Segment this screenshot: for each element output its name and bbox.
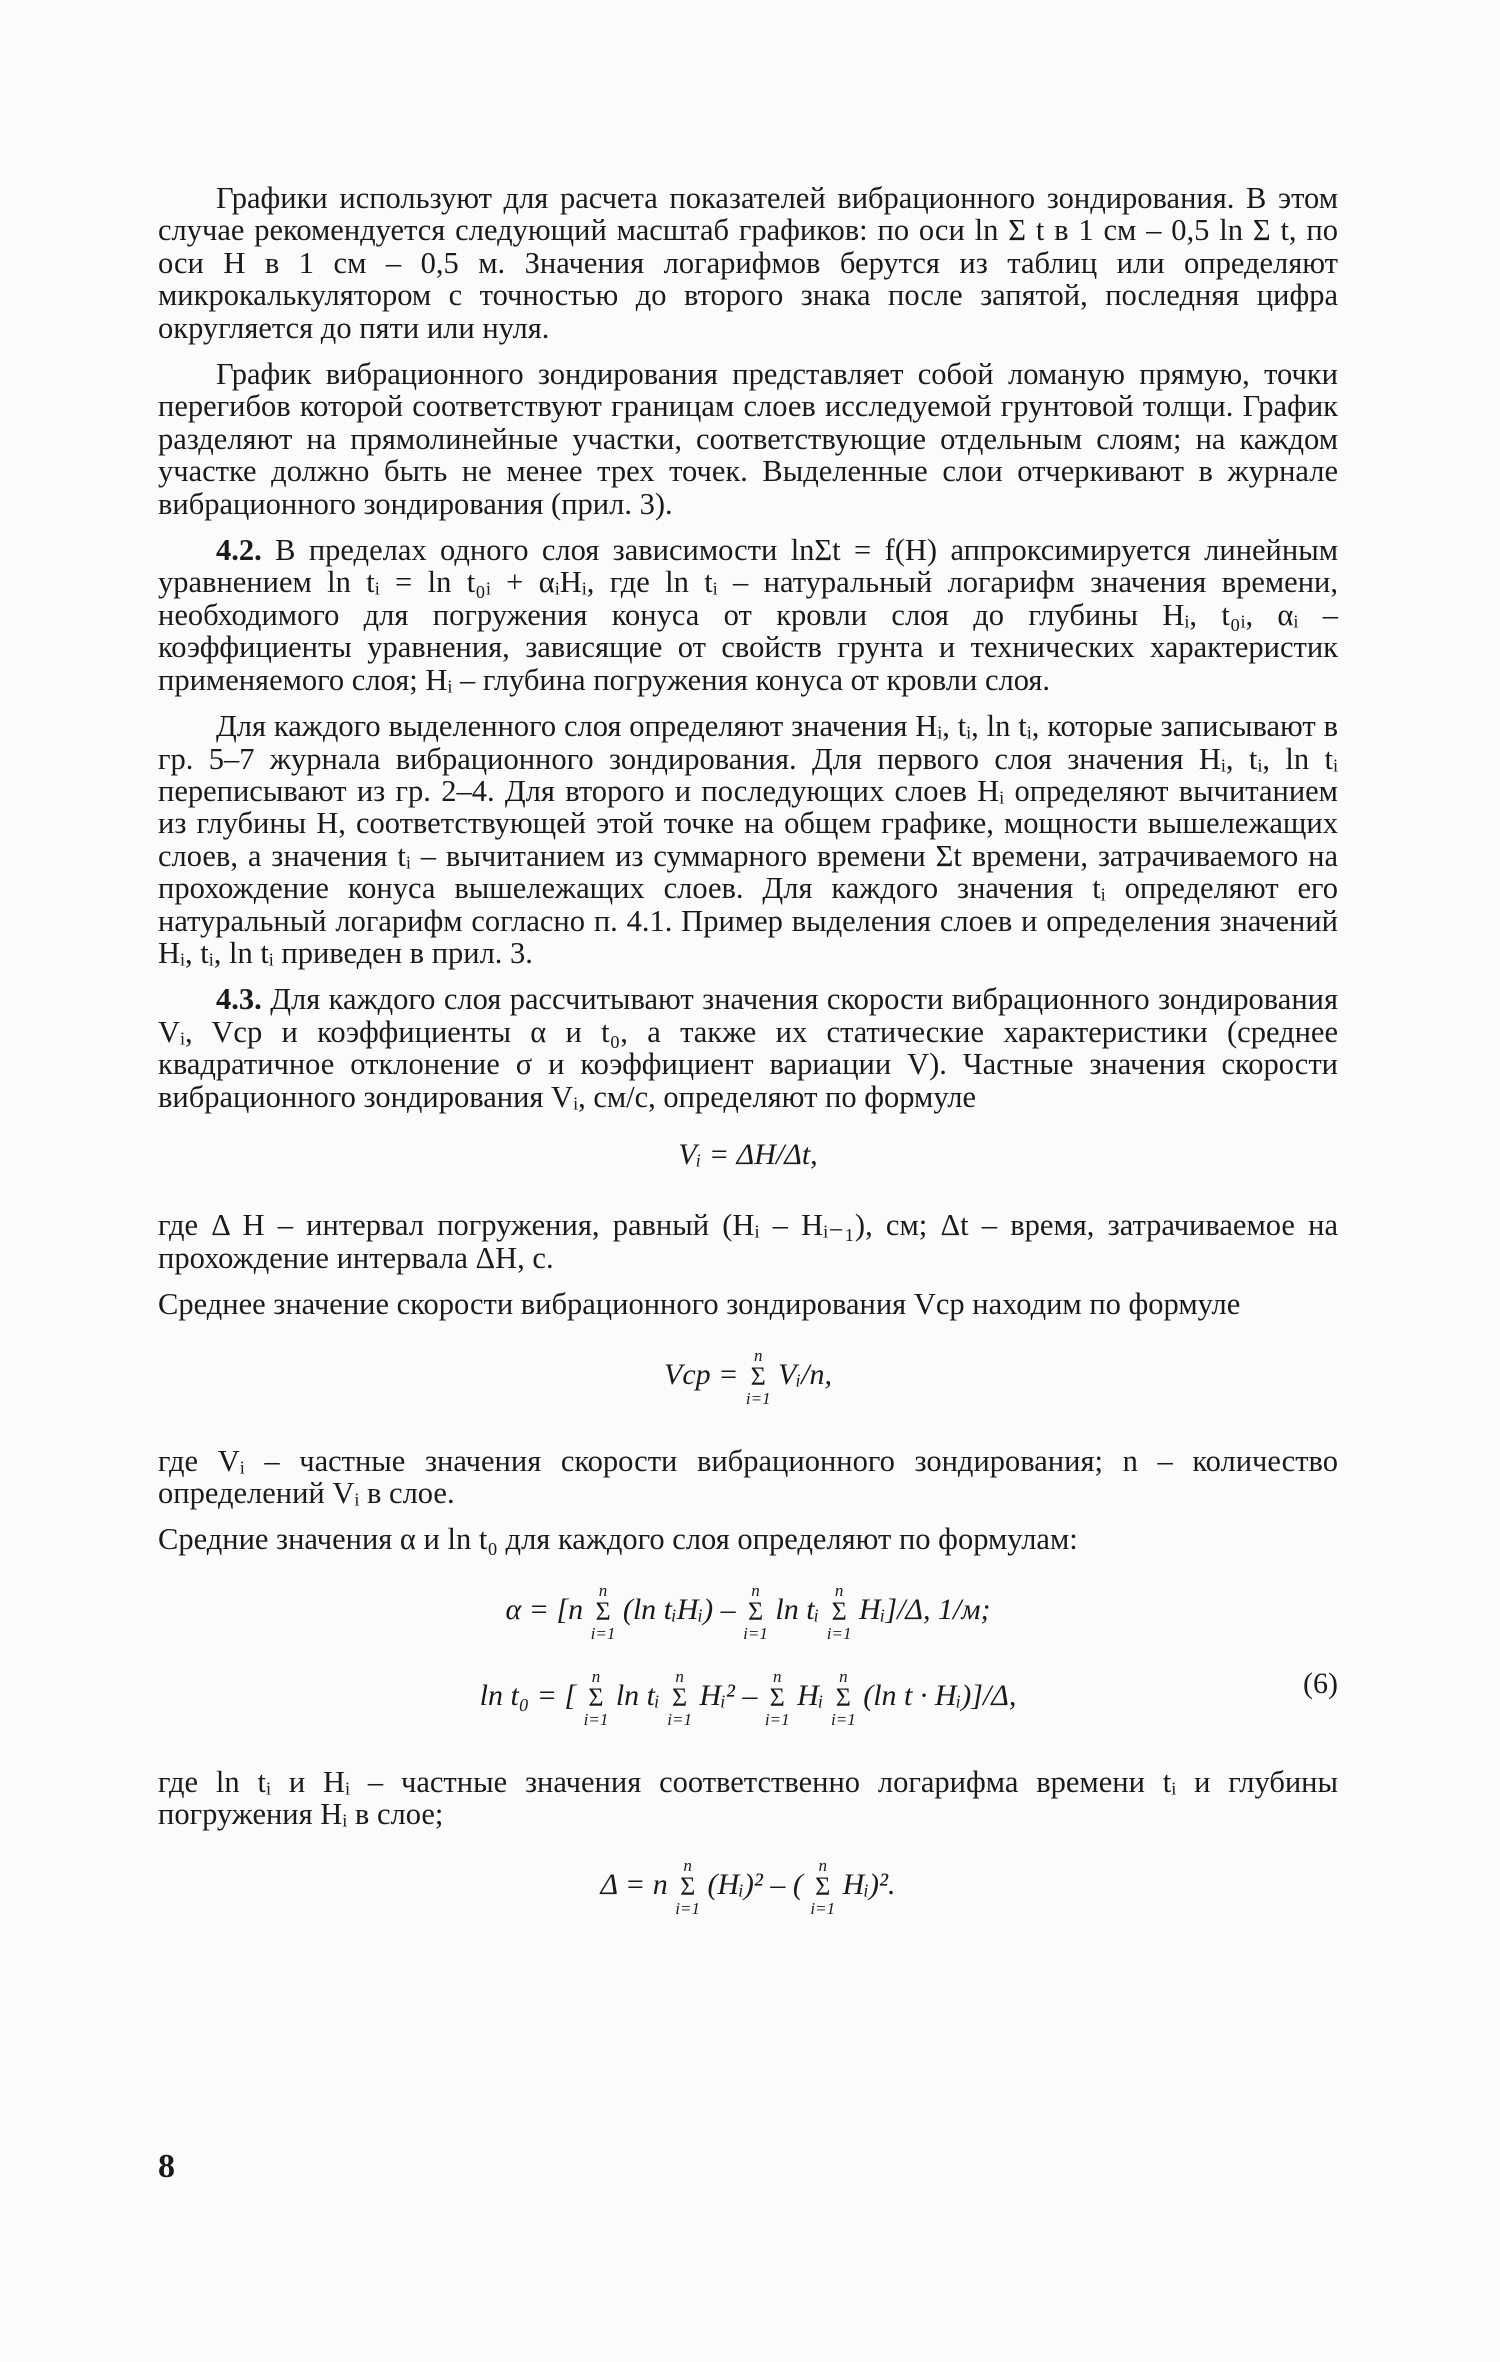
- equation-number: (6): [1303, 1666, 1338, 1700]
- sum-lower-limit: i=1: [590, 1623, 616, 1643]
- paragraph-layer-values: Для каждого выделенного слоя определяют значения Hᵢ, tᵢ, ln tᵢ, которые записывают в гр. 5–7 журнала вибрационного зондирования. Для первого слоя значения Hᵢ, tᵢ, ln tᵢ переписывают из гр. 2–4. Для второго и последующих слоев Hᵢ определяют вычитанием из глубины H, соответствующей этой точке на общем графике, мощности вышележащих слоев, а значения tᵢ – вычитанием из суммарного времени Σt времени, затрачиваемого на прохождение конуса вышележащих слоев. Для каждого значения tᵢ определяют его натуральный логарифм согласно п. 4.1. Пример выделения слоев и определения значений Hᵢ, tᵢ, ln tᵢ приведен в прил. 3.: [158, 709, 1338, 970]
- paragraph-4-2: [158, 534, 1338, 696]
- paragraph-graphs-usage: Графики используют для расчета показателей вибрационного зондирования. В этом случае рекомендуется следующий масштаб графиков: по оси ln Σ t в 1 см – 0,5 ln Σ t, по оси H в 1 см – 0,5 м. Значения логарифмов берутся из таблиц или определяют микрокалькулятором с точностью до второго знака после запятой, последняя цифра округляется до пяти или нуля.: [158, 181, 1338, 345]
- sum-upper-limit: n: [675, 1666, 684, 1686]
- sigma-sign: Σ: [588, 1682, 604, 1712]
- summation-symbol: [827, 1582, 852, 1642]
- sum-lower-limit: i=1: [831, 1709, 856, 1729]
- paragraph-mean-velocity: Среднее значение скорости вибрационного зондирования Vср находим по формуле: [158, 1287, 1241, 1322]
- formula-delta-part-2: (Hᵢ)² – (: [707, 1867, 803, 1901]
- sum-lower-limit: i=1: [743, 1623, 768, 1643]
- sum-lower-limit: i=1: [826, 1623, 852, 1643]
- sum-lower-limit: i=1: [675, 1898, 700, 1918]
- sum-upper-limit: n: [598, 1580, 608, 1600]
- sum-upper-limit: n: [591, 1666, 601, 1686]
- summation-symbol: [743, 1582, 768, 1642]
- sum-lower-limit: i=1: [667, 1709, 692, 1729]
- summation-symbol: [667, 1668, 692, 1728]
- sum-lower-limit: i=1: [583, 1709, 609, 1729]
- sigma-sign: Σ: [680, 1871, 696, 1901]
- sum-upper-limit: n: [683, 1855, 692, 1875]
- sum-upper-limit: n: [818, 1855, 827, 1875]
- sigma-sign: Σ: [831, 1596, 847, 1626]
- formula-ln-t0: [158, 1668, 1338, 1728]
- formula-alpha: [158, 1582, 1338, 1642]
- sigma-sign: Σ: [750, 1361, 766, 1391]
- sum-lower-limit: i=1: [745, 1388, 771, 1408]
- formula-alpha-part-4: Hᵢ]/Δ, 1/м;: [859, 1592, 991, 1626]
- summation-symbol: [765, 1668, 790, 1728]
- summation-symbol: [831, 1668, 856, 1728]
- formula-ln-t0-part-3: Hᵢ² –: [699, 1678, 758, 1712]
- page-number: 8: [158, 2148, 175, 2185]
- formula-ln-t0-part-2: ln tᵢ: [615, 1678, 660, 1712]
- sigma-sign: Σ: [769, 1682, 785, 1712]
- section-number-4-3: 4.3.: [216, 982, 262, 1017]
- paragraph-delta-h: где Δ H – интервал погружения, равный (Hᵢ – Hᵢ₋₁), см; Δt – время, затрачиваемое на прохождение интервала ΔH, с.: [158, 1208, 1338, 1275]
- sigma-sign: Σ: [835, 1682, 851, 1712]
- sum-upper-limit: n: [753, 1345, 763, 1365]
- sum-lower-limit: i=1: [810, 1898, 836, 1918]
- sigma-sign: Σ: [595, 1596, 611, 1626]
- section-number-4-2: 4.2.: [216, 533, 262, 568]
- formula-velocity: Vᵢ = ΔH/Δt,: [678, 1137, 818, 1171]
- formula-alpha-part-1: α = [n: [505, 1592, 584, 1626]
- formula-mean-velocity-rhs: Vᵢ/n,: [778, 1357, 832, 1391]
- sigma-sign: Σ: [815, 1871, 831, 1901]
- sigma-sign: Σ: [747, 1596, 764, 1626]
- body-text: [158, 182, 1338, 1955]
- paragraph-ln-ti-definition: где ln tᵢ и Hᵢ – частные значения соответственно логарифма времени tᵢ и глубины погружения Hᵢ в слое;: [158, 1764, 1338, 1832]
- summation-symbol: [810, 1857, 835, 1917]
- formula-mean-velocity-lhs: Vср =: [664, 1357, 739, 1391]
- sum-upper-limit: n: [751, 1580, 760, 1600]
- sum-lower-limit: i=1: [764, 1709, 790, 1729]
- formula-delta-part-3: Hᵢ)².: [842, 1867, 896, 1901]
- formula-ln-t0-part-1: ln t₀ = [: [479, 1678, 577, 1712]
- paragraph-4-3-text: Для каждого слоя рассчитывают значения скорости вибрационного зондирования Vᵢ, Vср и коэффициенты α и t₀, а также их статические характеристики (среднее квадратичное отклонение σ и коэффициент вариации V). Частные значения скорости вибрационного зондирования Vᵢ, см/с, определяют по формуле: [158, 982, 1339, 1114]
- summation-symbol: [675, 1857, 700, 1917]
- paragraph-4-2-text: В пределах одного слоя зависимости lnΣt = f(H) аппроксимируется линейным уравнением ln tᵢ = ln t₀ᵢ + αᵢHᵢ, где ln tᵢ – натуральный логарифм значения времени, необходимого для погружения конуса от кровли слоя до глубины Hᵢ, t₀ᵢ, αᵢ – коэффициенты уравнения, зависящие от свойств грунта и технических характеристик применяемого слоя; Hᵢ – глубина погружения конуса от кровли слоя.: [158, 533, 1338, 697]
- paragraph-graph-description: График вибрационного зондирования представляет собой ломаную прямую, точки перегибов которой соответствуют границам слоев исследуемой грунтовой толщи. График разделяют на прямолинейные участки, соответствующие отдельным слоям; на каждом участке должно быть не менее трех точек. Выделенные слои отчеркивают в журнале вибрационного зондирования (прил. 3).: [158, 357, 1338, 521]
- summation-symbol: [591, 1582, 616, 1642]
- formula-delta: [158, 1857, 1338, 1917]
- summation-symbol: [746, 1347, 771, 1407]
- formula-ln-t0-part-4: Hᵢ: [797, 1678, 824, 1712]
- summation-symbol: [584, 1668, 609, 1728]
- formula-delta-part-1: Δ = n: [600, 1867, 668, 1901]
- paragraph-mean-alpha: Средние значения α и ln t₀ для каждого слоя определяют по формулам:: [158, 1522, 1078, 1557]
- formula-alpha-part-2: (ln tᵢHᵢ) –: [622, 1592, 736, 1626]
- sum-upper-limit: n: [834, 1580, 844, 1600]
- formula-mean-velocity: [158, 1347, 1338, 1407]
- sum-upper-limit: n: [839, 1666, 848, 1686]
- sum-upper-limit: n: [772, 1666, 782, 1686]
- paragraph-4-3: [158, 983, 1338, 1113]
- sigma-sign: Σ: [672, 1682, 688, 1712]
- formula-alpha-part-3: ln tᵢ: [775, 1592, 820, 1626]
- formula-ln-t0-part-5: (ln t · Hᵢ)]/Δ,: [863, 1678, 1017, 1712]
- paragraph-vi-definition: где Vᵢ – частные значения скорости вибрационного зондирования; n – количество определений Vᵢ в слое.: [158, 1443, 1338, 1510]
